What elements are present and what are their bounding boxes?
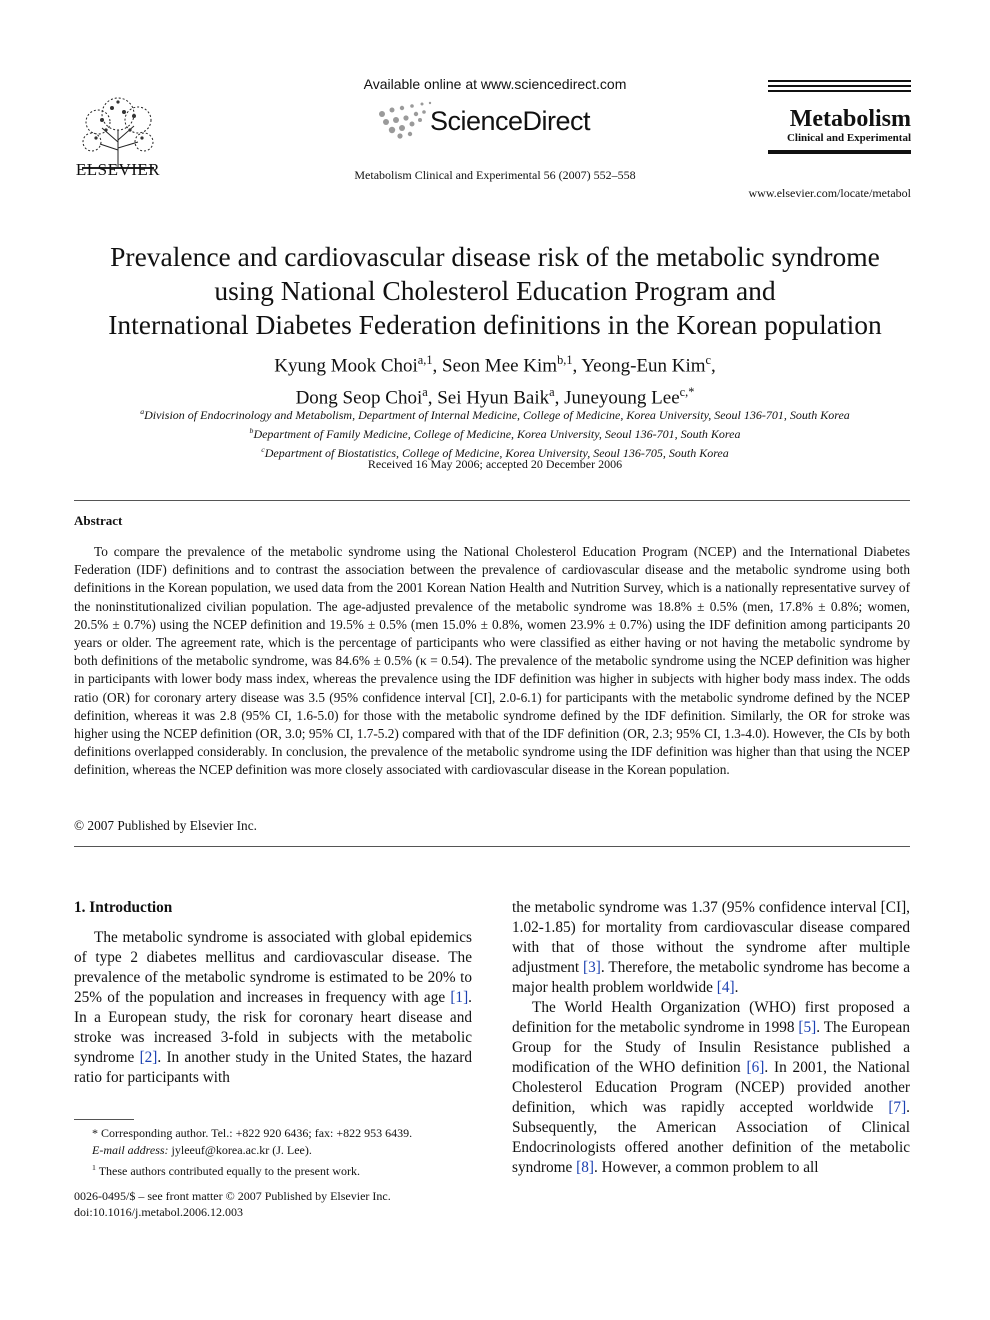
sciencedirect-wordmark: ScienceDirect <box>430 106 591 136</box>
elsevier-wordmark: ELSEVIER <box>75 160 161 179</box>
citation-link[interactable]: [2] <box>139 1049 158 1066</box>
received-dates: Received 16 May 2006; accepted 20 December 2006 <box>367 457 623 471</box>
paragraph-text: The World Health Organization (WHO) first proposed a definition for the metabolic syndrome in 1998 <box>512 999 910 1036</box>
intro-paragraph <box>74 928 472 1088</box>
equal-contribution-footnote: $^1$ These authors contributed equally to the present work. <box>92 1163 360 1178</box>
divider <box>74 846 910 847</box>
email-footnote: E-mail address: jyleeuf@korea.ac.kr (J. Lee). <box>92 1143 312 1157</box>
right-column <box>512 898 910 1178</box>
article-title <box>60 240 930 342</box>
publication-info <box>74 1188 472 1220</box>
author-name[interactable]: Kyung Mook Choi <box>274 355 418 377</box>
title-line: Prevalence and cardiovascular disease risk of the metabolic syndrome <box>110 241 880 272</box>
author-name[interactable]: Sei Hyun Baik <box>437 387 550 409</box>
left-column <box>74 928 472 1088</box>
doi-link[interactable]: doi:10.1016/j.metabol.2006.12.003 <box>74 1205 243 1219</box>
footnotes <box>74 1125 472 1180</box>
journal-citation: Metabolism Clinical and Experimental 56 (2007) 552–558 <box>354 168 636 182</box>
affiliation: $^c$Department of Biostatistics, College of Medicine, Korea University, Seoul 136-705, South Korea <box>261 445 729 460</box>
paragraph-text: The metabolic syndrome is associated with global epidemics of type 2 diabetes mellitus and cardiovascular disease. The prevalence of the metabolic syndrome is estimated to be 20% to 25% of the population and increases in frequency with age <box>74 929 472 1006</box>
author-name[interactable]: Seon Mee Kim <box>442 355 558 377</box>
paragraph-text: . In 2001, the National Cholesterol Education Program (NCEP) provided another definition, which was rapidly accepted worldwide <box>512 1059 910 1116</box>
author-name[interactable]: Yeong-Eun Kim <box>581 355 706 377</box>
journal-logo-subtitle: Clinical and Experimental <box>786 132 911 144</box>
author-list: Kyung Mook Choi$^{a,1}$, Seon Mee Kim$^{b,1}$, Yeong-Eun Kim$^c$, Dong Seop Choi$^a$, Sei Hyun Baik$^a$, Juneyoung Lee$^{c,*}$ <box>274 353 716 409</box>
abstract-heading: Abstract <box>74 513 123 528</box>
author-affil-marker[interactable]: c,* <box>679 385 695 400</box>
citation-link[interactable]: [3] <box>583 959 601 976</box>
journal-logo-rule <box>768 150 911 154</box>
affiliation: $^a$Division of Endocrinology and Metabolism, Department of Internal Medicine, College of Medicine, Korea University, Seoul 136-701, South Korea <box>140 407 850 422</box>
citation-link[interactable]: [5] <box>798 1019 817 1036</box>
citation-link[interactable]: [6] <box>746 1059 765 1076</box>
author-affil-marker[interactable]: a <box>549 385 555 400</box>
affiliation: $^b$Department of Family Medicine, College of Medicine, Korea University, Seoul 136-701, South Korea <box>249 426 741 441</box>
title-line: using National Cholesterol Education Program and <box>214 275 776 306</box>
issn-line: 0026-0495/$ – see front matter © 2007 Published by Elsevier Inc. <box>74 1189 391 1203</box>
journal-logo-title: Metabolism <box>789 106 911 132</box>
author-affil-marker[interactable]: b,1 <box>557 353 573 367</box>
section-heading: 1. Introduction <box>74 899 173 916</box>
intro-paragraph <box>512 898 910 998</box>
paragraph-text: the metabolic syndrome was 1.37 (95% confidence interval [CI], 1.02-1.85) for mortality from cardiovascular disease compared with that of those without the syndrome after multiple adjustment <box>512 899 910 976</box>
citation-link[interactable]: [1] <box>450 989 469 1006</box>
author-name[interactable]: Dong Seop Choi <box>295 387 423 409</box>
author-affil-marker[interactable]: a,1 <box>417 353 433 367</box>
author-name[interactable]: Juneyoung Lee <box>564 387 680 409</box>
citation-link[interactable]: [7] <box>888 1099 907 1116</box>
paragraph-text: . However, a common problem to all <box>594 1159 819 1176</box>
citation-link[interactable]: [4] <box>716 979 735 996</box>
divider <box>74 500 910 501</box>
intro-paragraph <box>512 998 910 1178</box>
title-line: International Diabetes Federation definitions in the Korean population <box>108 309 882 340</box>
paragraph-text: . In another study in the United States, the hazard ratio for participants with <box>74 1049 472 1086</box>
paragraph-text: . In a European study, the risk for coronary heart disease and stroke was increased 3-fold in subjects with the metabolic syndrome <box>74 989 472 1066</box>
corresponding-footnote: * Corresponding author. Tel.: +822 920 6436; fax: +822 953 6439. <box>92 1126 413 1140</box>
footnote-rule <box>74 1119 134 1120</box>
email-link[interactable]: jyleeuf@korea.ac.kr (J. Lee). <box>168 1143 312 1157</box>
author-affil-marker[interactable]: c <box>705 353 712 367</box>
paragraph-text: . Subsequently, the American Association of Clinical Endocrinologists offered another definition of the metabolic syndrome <box>512 1099 910 1176</box>
citation-link[interactable]: [8] <box>576 1159 594 1176</box>
abstract-text: To compare the prevalence of the metabolic syndrome using the National Cholesterol Education Program (NCEP) and the International Diabetes Federation (IDF) definitions and to contrast the association between the prevalence of cardiovascular disease and the metabolic syndrome using both definitions in the Korean population, we used data from the 2001 Korean Nation Health and Nutrition Survey, which is a nationally representative survey of the noninstitutionalized civilian population. The age-adjusted prevalence of the metabolic syndrome was 18.8% ± 0.5% (men, 17.8% ± 0.8%; women, 20.5% ± 0.7%) using the NCEP definition and 19.5% ± 0.5% (men 15.0% ± 0.8%, women 23.9% ± 0.7%) using the IDF definition among participants 20 years or older. The agreement rate, which is the percentage of participants who were classified as either having or not having the metabolic syndrome by both definitions of the metabolic syndrome, was 84.6% ± 0.5% (κ = 0.54). The prevalence of the metabolic syndrome using the NCEP definition was higher in participants with lower body mass index, whereas the prevalence using the IDF definition was higher in subjects with higher body mass index. The odds ratio (OR) for coronary artery disease was 3.5 (95% confidence interval [CI], 2.0-6.1) for participants with the metabolic syndrome defined by the NCEP definition, whereas it was 2.8 (95% CI, 1.6-5.0) for those with the metabolic syndrome defined by the IDF definition. Similarly, the OR for stroke was higher using the NCEP definition (OR, 3.0; 95% CI, 1.7-5.2) compared with that of the IDF definition (OR, 2.3; 95% CI, 1.3-4.0). However, the CIs by both definitions overlapped considerably. In conclusion, the prevalence of the metabolic syndrome using the IDF definition was higher than that using the NCEP definition, whereas the NCEP definition was more closely associated with cardiovascular disease in the Korean population. <box>74 544 910 778</box>
affiliation-list <box>60 404 930 461</box>
paragraph-text: . The European Group for the Study of Insulin Resistance published a modification of the WHO definition <box>512 1019 911 1076</box>
journal-url-link[interactable]: www.elsevier.com/locate/metabol <box>748 186 911 200</box>
journal-logo-bars <box>768 80 911 95</box>
available-online-line[interactable]: Available online at www.sciencedirect.com <box>363 76 627 92</box>
paragraph-text: . <box>734 979 739 996</box>
abstract-copyright: © 2007 Published by Elsevier Inc. <box>74 818 257 833</box>
paragraph-text: . Therefore, the metabolic syndrome has become a major health problem worldwide <box>512 959 910 996</box>
author-affil-marker[interactable]: a <box>422 385 428 400</box>
